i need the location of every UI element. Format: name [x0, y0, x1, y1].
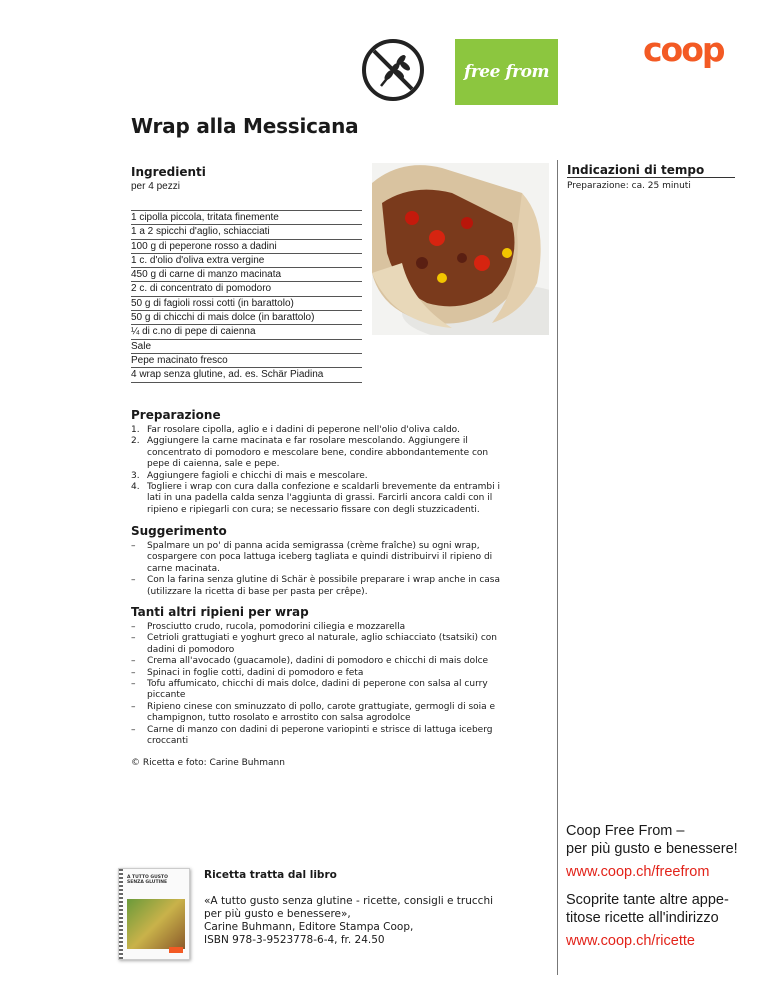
- fillings-list: [131, 622, 511, 747]
- fillings-heading: Tanti altri ripieni per wrap: [131, 605, 309, 619]
- book-heading: Ricetta tratta dal libro: [204, 869, 337, 881]
- ingredients-heading: Ingredienti: [131, 165, 206, 179]
- filling-item: – Prosciutto crudo, rucola, pomodorini ciliegia e mozzarella: [131, 622, 406, 632]
- ingredient-item: Sale: [131, 340, 362, 354]
- promo-line-4: titose ricette all'indirizzo: [566, 910, 719, 926]
- book-isbn: ISBN 978-3-9523778-6-4, fr. 24.50: [204, 934, 385, 946]
- book-cover-title: A TUTTO GUSTO SENZA GLUTINE: [127, 875, 168, 885]
- ingredient-item: 50 g di fagioli rossi cotti (in barattolo): [131, 297, 362, 311]
- tip-item: – Spalmare un po' di panna acida semigrassa (crème fraîche) su ogni wrap, cospargere con poca lattuga iceberg tagliata e quindi distribuirvi il ripieno di carne macinata.: [131, 541, 493, 574]
- coop-logo: [643, 30, 724, 69]
- book-title: «A tutto gusto senza glutine - ricette, consigli e trucchi per più gusto e benessere»,: [204, 895, 494, 920]
- ingredient-item: 1 cipolla piccola, tritata finemente: [131, 210, 362, 225]
- column-divider: [557, 160, 558, 975]
- gluten-free-icon: [361, 38, 425, 102]
- ingredients-list: [131, 210, 362, 383]
- preparation-heading: Preparazione: [131, 408, 221, 422]
- book-info: [204, 895, 504, 947]
- book-cover: [118, 868, 190, 960]
- coop-logo-text: coop: [643, 30, 724, 69]
- promo-line-3: Scoprite tante altre appe-: [566, 892, 729, 908]
- ricette-link[interactable]: www.coop.ch/ricette: [566, 933, 695, 949]
- recipe-title: Wrap alla Messicana: [131, 114, 359, 138]
- ingredient-item: Pepe macinato fresco: [131, 354, 362, 368]
- ingredient-item: 50 g di chicchi di mais dolce (in barattolo): [131, 311, 362, 325]
- ingredient-item: 4 wrap senza glutine, ad. es. Schär Piadina: [131, 368, 362, 382]
- book-author: Carine Buhmann, Editore Stampa Coop,: [204, 921, 414, 933]
- filling-item: – Crema all'avocado (guacamole), dadini di pomodoro e chicchi di mais dolce: [131, 656, 489, 667]
- freefrom-logo-text: free from: [464, 62, 549, 82]
- ingredient-item: 2 c. di concentrato di pomodoro: [131, 282, 362, 296]
- promo-block: [566, 822, 761, 950]
- wrap-photo: [372, 163, 549, 335]
- filling-item: – Spinaci in foglie cotti, dadini di pomodoro e feta: [131, 667, 364, 678]
- time-rule: [567, 177, 735, 178]
- preparation-steps: [131, 425, 511, 516]
- promo-line-2: per più gusto e benessere!: [566, 841, 738, 857]
- freefrom-link[interactable]: www.coop.ch/freefrom: [566, 864, 710, 880]
- ingredient-item: ¼ di c.no di pepe di caienna: [131, 325, 362, 339]
- ingredient-item: 100 g di peperone rosso a dadini: [131, 240, 362, 254]
- ingredient-item: 450 g di carne di manzo macinata: [131, 268, 362, 282]
- tip-item: – Con la farina senza glutine di Schär è possibile preparare i wrap anche in casa (utilizzare la ricetta di base per pasta per crêpe).: [131, 575, 501, 597]
- time-heading: Indicazioni di tempo: [567, 163, 705, 177]
- tip-heading: Suggerimento: [131, 524, 227, 538]
- filling-item: – Ripieno cinese con sminuzzato di pollo, carote grattugiate, germogli di soia e champignon, tutto rosolato e arrostito con salsa agrodolce: [131, 701, 496, 724]
- ingredient-item: 1 c. d'olio d'oliva extra vergine: [131, 254, 362, 268]
- filling-item: – Carne di manzo con dadini di peperone variopinti e strisce di lattuga iceberg croccanti: [131, 724, 493, 747]
- servings: per 4 pezzi: [131, 181, 180, 192]
- step-item: 2. Aggiungere la carne macinata e far rosolare mescolando. Aggiungere il concentrato di pomodoro e mescolare bene, condire abbondantemente con pepe di caienna, sale e pepe.: [131, 436, 489, 470]
- tip-list: [131, 541, 511, 598]
- photo-credit: © Ricetta e foto: Carine Buhmann: [131, 758, 285, 768]
- promo-line-1: Coop Free From –: [566, 823, 685, 839]
- step-item: 3. Aggiungere fagioli e chicchi di mais e mescolare.: [131, 470, 368, 481]
- prep-time: Preparazione: ca. 25 minuti: [567, 181, 691, 191]
- step-item: 1. Far rosolare cipolla, aglio e i dadini di peperone nell'olio d'oliva caldo.: [131, 425, 460, 435]
- step-item: 4. Togliere i wrap con cura dalla confezione e scaldarli brevemente da entrambi i lati in una padella calda senza l'aggiunta di grassi. Farcirli ancora caldi con il ripieno e ripiegarli con cura; se necessario fissare con degli stuzzicadenti.: [131, 482, 500, 515]
- filling-item: – Tofu affumicato, chicchi di mais dolce, dadini di peperone con salsa al curry piccante: [131, 679, 488, 701]
- freefrom-logo: [455, 39, 558, 105]
- filling-item: – Cetrioli grattugiati e yoghurt greco al naturale, aglio schiacciato (tsatsiki) con dadini di pomodoro: [131, 633, 498, 655]
- ingredient-item: 1 a 2 spicchi d'aglio, schiacciati: [131, 225, 362, 239]
